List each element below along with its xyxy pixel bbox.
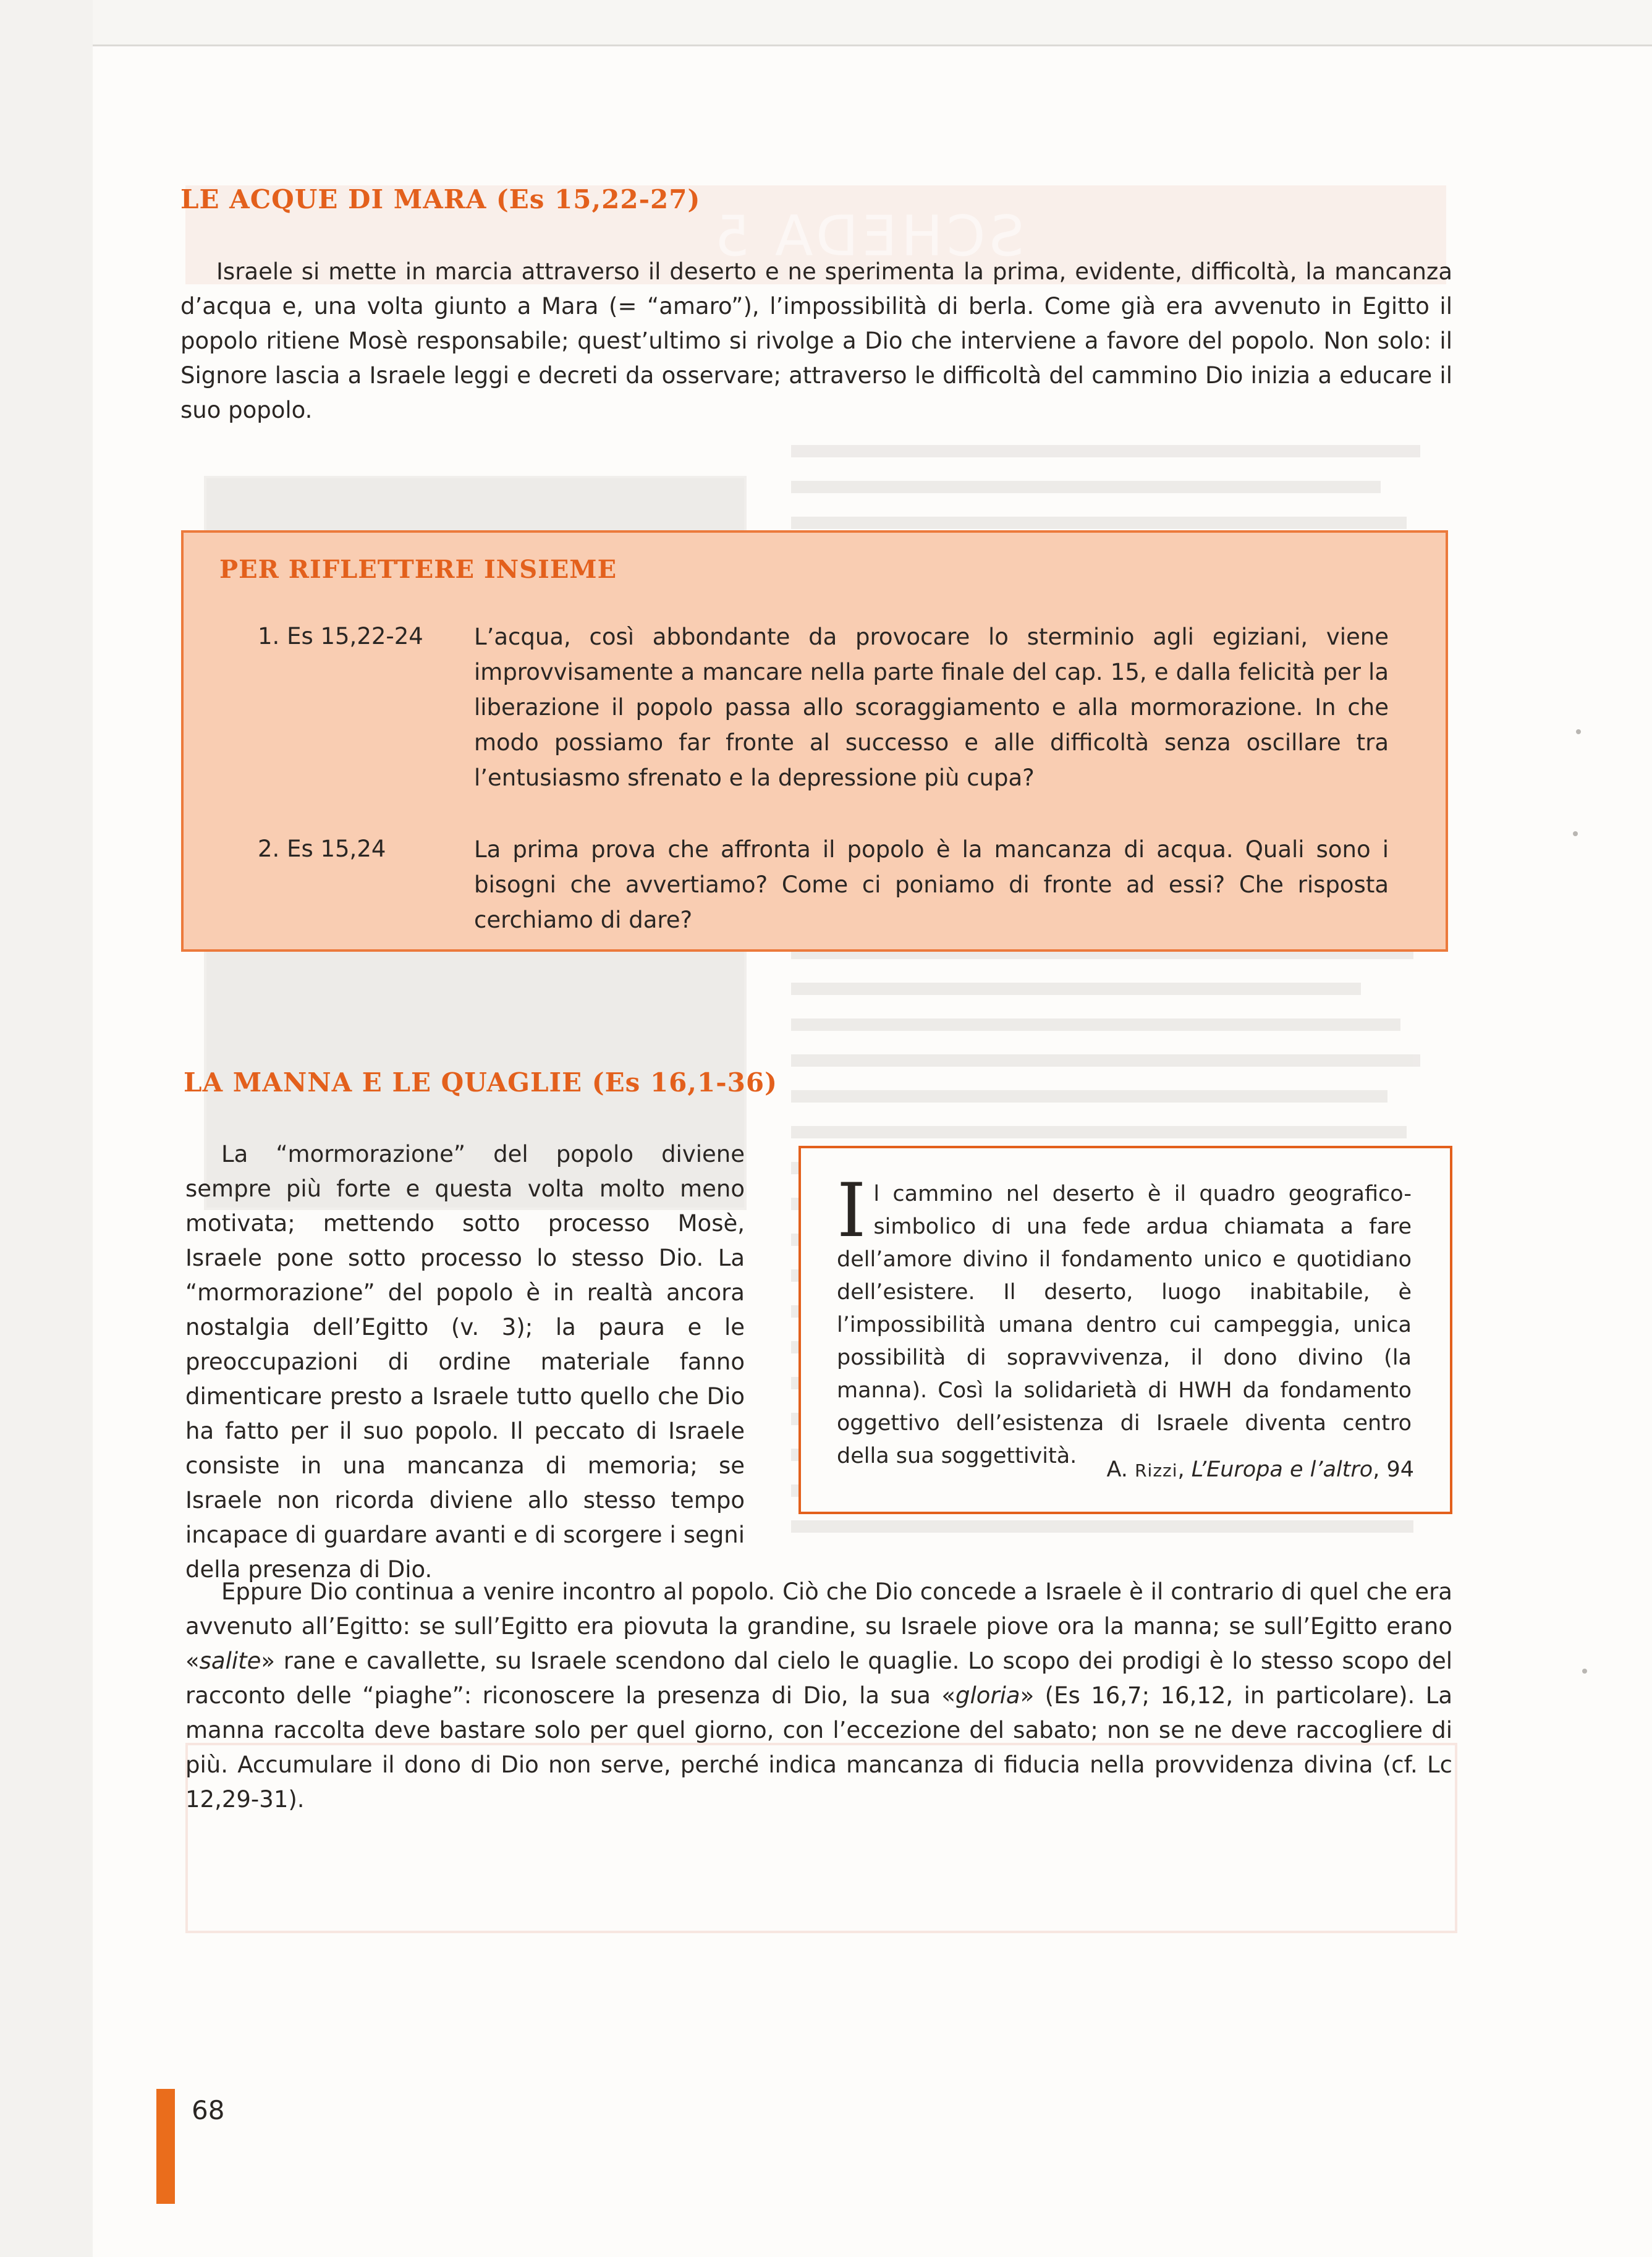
emphasis-gloria: gloria bbox=[955, 1682, 1020, 1709]
question-text: La prima prova che affronta il popolo è la mancanza di acqua. Quali sono i bisogni che avvertiamo? Come ci poniamo di fronte ad essi? Che risposta cerchiamo di dare? bbox=[474, 836, 1389, 933]
scan-top-edge bbox=[93, 0, 1652, 46]
section-paragraph-acque-di-mara: Israele si mette in marcia attraverso il deserto e ne sperimenta la prima, evidente, difficoltà, la mancanza d’acqua e, una volta giunto a Mara (= “amaro”), l’impossibilità di berla. Come già era avvenuto in Egitto il popolo ritiene Mosè responsabile; quest’ultimo si rivolge a Dio che interviene a favore del popolo. Non solo: il Signore lascia a Israele leggi e decreti da osservare; attraverso le difficoltà del cammino Dio inizia a educare il suo popolo. bbox=[180, 258, 1452, 423]
quote-body: l cammino nel deserto è il quadro geografico-simbolico di una fede ardua chiamata a fare dell’amore divino il fondamento unico e quotidiano dell’esistere. Il deserto, luogo inabitabile, è l’impossibilità umana dentro cui campeggia, unica possibilità di sopravvivenza, il dono divino (la manna). Così la solidarietà di HWH da fondamento oggettivo dell’esistenza di Israele diventa centro della sua soggettività. bbox=[837, 1182, 1412, 1468]
paragraph-part: Eppure Dio continua a venire incontro al popolo. Ciò che Dio concede a Israele è il contrario di quel che era avvenuto all’Egitto: se sull’Egitto era piovuta la grandine, su Israele piove ora la manna; se sull’Egitto erano « bbox=[185, 1578, 1452, 1674]
quote-attribution: A. Rizzi, L’Europa e l’altro, 94 bbox=[1106, 1457, 1414, 1482]
question-reference: 1. Es 15,22-24 bbox=[258, 623, 423, 650]
scan-speck bbox=[1576, 729, 1581, 734]
bleed-through-heading: SCHEDA 5 bbox=[711, 204, 1025, 269]
page-marker-bar bbox=[156, 2089, 175, 2204]
question-text: L’acqua, così abbondante da provocare lo sterminio agli egiziani, viene improvvisamente a mancare nella parte finale del cap. 15, e dalla felicità per la liberazione il popolo passa allo scoraggiamento e alla mormorazione. In che modo possiamo far fronte al successo e alle difficoltà senza oscillare tra l’entusiasmo sfrenato e la depressione più cupa? bbox=[474, 624, 1389, 791]
page-number: 68 bbox=[192, 2095, 225, 2125]
quote-author-initial: A. bbox=[1106, 1457, 1135, 1482]
scan-left-margin bbox=[0, 0, 93, 2257]
section-title-manna-e-quaglie: LA MANNA E LE QUAGLIE (Es 16,1-36) bbox=[184, 1067, 777, 1098]
quote-source-title: L’Europa e l’altro bbox=[1191, 1457, 1373, 1482]
scan-speck bbox=[1582, 1669, 1587, 1674]
paragraph-part: » (Es 16,7; 16,12, in particolare). La manna raccolta deve bastare solo per quel giorno, con l’eccezione del sabato; non se ne deve raccogliere di più. Accumulare il dono di Dio non serve, perché indica mancanza di fiducia nella provvidenza divina (cf. Lc 12,29-31). bbox=[185, 1682, 1453, 1813]
reflection-title: PER RIFLETTERE INSIEME bbox=[219, 555, 617, 584]
paragraph-part: » rane e cavallette, su Israele scendono dal cielo le quaglie. Lo scopo dei prodigi è lo stesso scopo del racconto delle “piaghe”: riconoscere la presenza di Dio, la sua « bbox=[185, 1648, 1452, 1709]
quote-author-name: Rizzi bbox=[1135, 1460, 1178, 1481]
reflection-box bbox=[181, 530, 1448, 952]
question-reference: 2. Es 15,24 bbox=[258, 836, 386, 862]
quote-text bbox=[837, 1168, 1412, 1473]
section-title-acque-di-mara: LE ACQUE DI MARA (Es 15,22-27) bbox=[180, 184, 701, 214]
scan-speck bbox=[1573, 831, 1578, 836]
quote-source-page: , 94 bbox=[1373, 1457, 1414, 1482]
emphasis-salite: salite bbox=[199, 1648, 261, 1674]
quote-box bbox=[798, 1146, 1452, 1514]
quote-dropcap: I bbox=[837, 1168, 866, 1254]
section-paragraph-manna-full-width bbox=[185, 1575, 1452, 1817]
section-paragraph-manna-left-column: La “mormorazione” del popolo diviene sempre più forte e questa volta molto meno motivata; mettendo sotto processo Mosè, Israele pone sotto processo lo stesso Dio. La “mormorazione” del popolo è in realtà ancora nostalgia dell’Egitto (v. 3); la paura e le preoccupazioni di ordine materiale fanno dimenticare presto a Israele tutto quello che Dio ha fatto per il suo popolo. Il peccato di Israele consiste in una mancanza di memoria; se Israele non ricorda diviene allo stesso tempo incapace di guardare avanti e di scorgere i segni della presenza di Dio. bbox=[185, 1141, 745, 1583]
